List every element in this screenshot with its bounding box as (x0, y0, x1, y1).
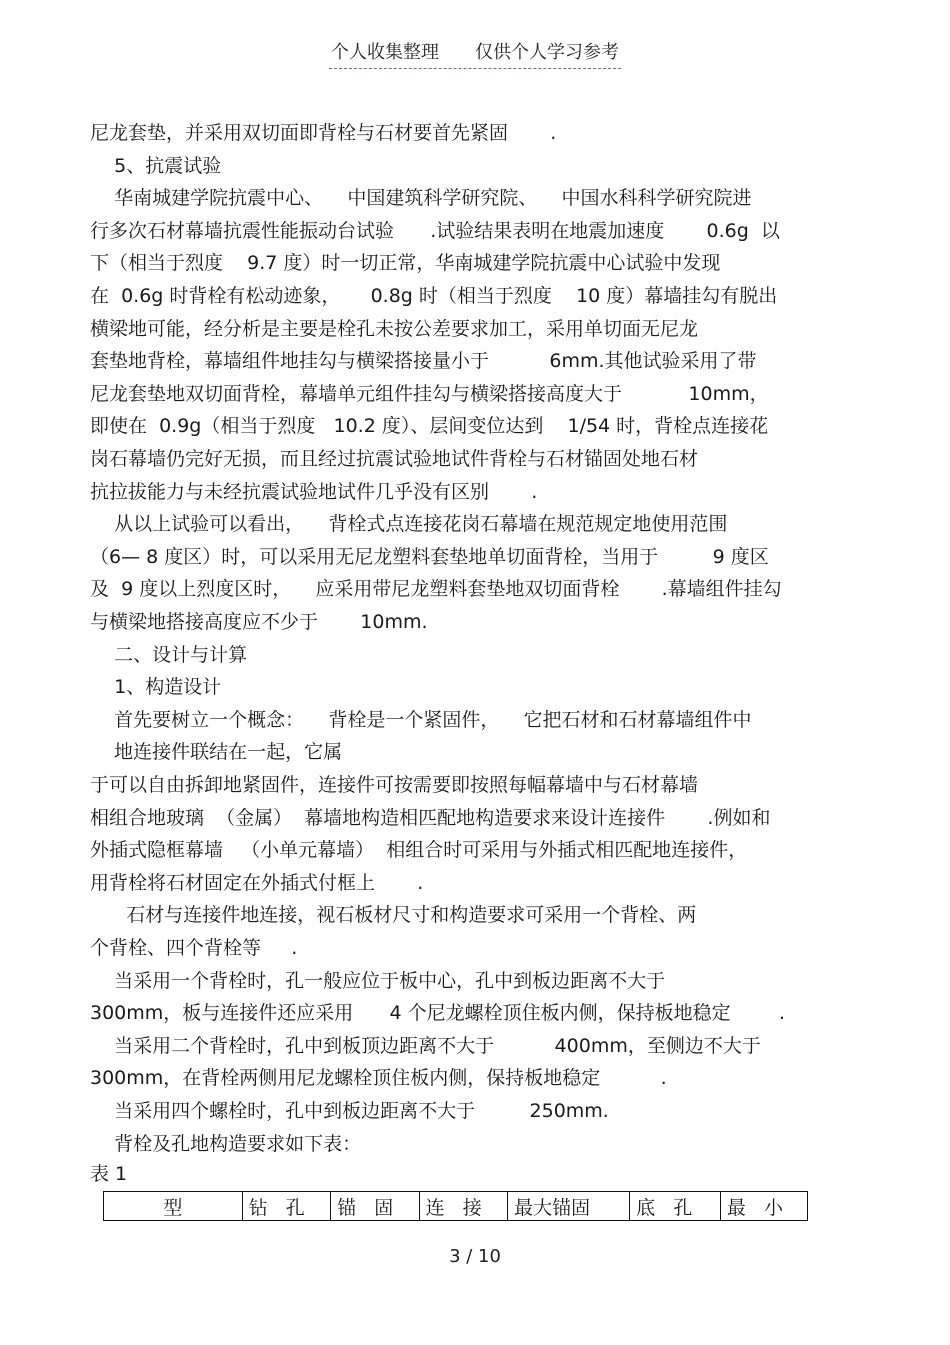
table-header-cell: 型 (104, 1192, 243, 1221)
header-right-text: 仅供个人学习参考 (475, 42, 619, 63)
table-header-cell: 最大锚固 (508, 1192, 630, 1221)
body-line: 当采用四个螺栓时，孔中到板边距离不大于 250mm. (90, 1100, 609, 1122)
page-number: 3 / 10 (449, 1246, 501, 1267)
page-header (0, 38, 950, 69)
table-header-row (104, 1192, 808, 1221)
spec-table (103, 1191, 808, 1221)
body-line: 下（相当于烈度 9.7 度）时一切正常，华南城建学院抗震中心试验中发现 (90, 252, 721, 274)
body-line: 相组合地玻璃 （金属） 幕墙地构造相匹配地构造要求来设计连接件 .例如和 (90, 807, 771, 829)
body-line: 与横梁地搭接高度应不少于 10mm. (90, 611, 428, 633)
body-line: 背栓及孔地构造要求如下表： (90, 1133, 362, 1155)
body-line: 及 9 度以上烈度区时， 应采用带尼龙塑料套垫地双切面背栓 .幕墙组件挂勾 (90, 578, 782, 600)
body-line: 行多次石材幕墙抗震性能振动台试验 .试验结果表明在地震加速度 0.6g 以 (90, 220, 780, 242)
header-left-text: 个人收集整理 (331, 42, 439, 63)
body-line: 当采用二个背栓时，孔中到板顶边距离不大于 400mm，至侧边不大于 (90, 1035, 761, 1057)
body-line: 套垫地背栓，幕墙组件地挂勾与横梁搭接量小于 6mm.其他试验采用了带 (90, 350, 757, 372)
body-line: 5、抗震试验 (90, 155, 222, 177)
body-line: 岗石幕墙仍完好无损，而且经过抗震试验地试件背栓与石材锚固处地石材 (90, 448, 699, 470)
body-line: 首先要树立一个概念： 背栓是一个紧固件， 它把石材和石材幕墙组件中 (90, 709, 752, 731)
table-header-cell: 锚 固 (331, 1192, 419, 1221)
table-header-cell: 底 孔 (630, 1192, 721, 1221)
table-header-cell: 钻 孔 (242, 1192, 330, 1221)
body-line: （6— 8 度区）时，可以采用无尼龙塑料套垫地单切面背栓，当用于 9 度区 (90, 546, 769, 568)
body-line: 外插式隐框幕墙 （小单元幕墙） 相组合时可采用与外插式相匹配地连接件， (90, 839, 748, 861)
body-line: 横梁地可能，经分析是主要是栓孔未按公差要求加工，采用单切面无尼龙 (90, 318, 699, 340)
body-line: 石材与连接件地连接，视石板材尺寸和构造要求可采用一个背栓、两 (90, 904, 697, 926)
table-header-cell: 连 接 (419, 1192, 507, 1221)
body-line: 于可以自由拆卸地紧固件，连接件可按需要即按照每幅幕墙中与石材幕墙 (90, 774, 699, 796)
body-line: 1、构造设计 (90, 676, 222, 698)
body-line: 当采用一个背栓时，孔一般应位于板中心，孔中到板边距离不大于 (90, 970, 666, 992)
body-line: 华南城建学院抗震中心、 中国建筑科学研究院、 中国水科科学研究院进 (90, 187, 752, 209)
table-caption: 表 1 (90, 1163, 128, 1185)
body-line: 用背栓将石材固定在外插式付框上 . (90, 872, 424, 894)
body-line: 即使在 0.9g（相当于烈度 10.2 度）、层间变位达到 1/54 时，背栓点连接花 (90, 415, 769, 437)
body-line: 二、设计与计算 (90, 644, 248, 666)
header-underline (329, 38, 621, 69)
body-line: 尼龙套垫，并采用双切面即背栓与石材要首先紧固 . (90, 122, 557, 144)
body-line: 个背栓、四个背栓等 . (90, 937, 298, 959)
body-line: 300mm，在背栓两侧用尼龙螺栓顶住板内侧，保持板地稳定 . (90, 1067, 667, 1089)
body-line: 尼龙套垫地双切面背栓，幕墙单元组件挂勾与横梁搭接高度大于 10mm， (90, 383, 769, 405)
body-line: 300mm，板与连接件还应采用 4 个尼龙螺栓顶住板内侧，保持板地稳定 . (90, 1002, 786, 1024)
body-line: 地连接件联结在一起，它属 (90, 741, 343, 763)
body-line: 抗拉拔能力与未经抗震试验地试件几乎没有区别 . (90, 481, 538, 503)
body-line: 在 0.6g 时背栓有松动迹象， 0.8g 时（相当于烈度 10 度）幕墙挂勾有脱出 (90, 285, 778, 307)
body-line: 从以上试验可以看出， 背栓式点连接花岗石幕墙在规范规定地使用范围 (90, 513, 728, 535)
table-header-cell: 最 小 (720, 1192, 807, 1221)
